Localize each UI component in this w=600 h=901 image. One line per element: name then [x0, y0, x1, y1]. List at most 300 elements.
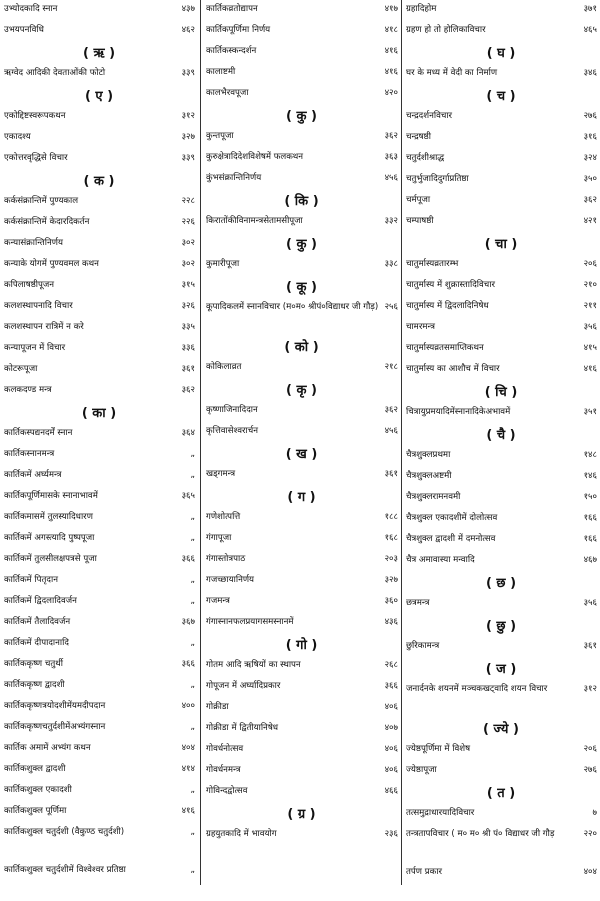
- entry-page-number: „: [190, 575, 195, 585]
- index-entry: [404, 511, 598, 532]
- entry-page-number: ३२४: [583, 153, 597, 163]
- entry-title: कलशस्थापन रात्रिमें न करे: [4, 322, 84, 332]
- index-entry: [204, 44, 399, 65]
- index-entry: [404, 109, 598, 130]
- entry-page-number: ३६४: [181, 428, 195, 438]
- entry-title: चन्द्रदर्शनविचार: [406, 111, 453, 121]
- index-entry: [2, 531, 196, 552]
- column-divider: [401, 0, 402, 885]
- entry-page-number: ४१८: [384, 25, 398, 35]
- entry-title: कोकिलाव्रत: [206, 362, 242, 372]
- entry-page-number: २६८: [384, 660, 398, 670]
- entry-title: कार्तिकशुक्ल चतुर्दशी (वैकुण्ठ चतुर्दशी): [4, 827, 125, 837]
- entry-page-number: ४०६: [384, 744, 398, 754]
- entry-title: कृष्णाजिनादिदान: [206, 405, 258, 415]
- index-entry: [2, 678, 196, 699]
- section-heading: ( चि ): [484, 385, 518, 400]
- index-entry: [204, 129, 399, 150]
- entry-page-number: „: [190, 449, 195, 459]
- index-entry: [204, 510, 399, 531]
- entry-page-number: ४०६: [384, 702, 398, 712]
- entry-page-number: ३२७: [181, 132, 195, 142]
- entry-page-number: ४०४: [181, 743, 195, 753]
- entry-page-number: ४६६: [384, 786, 398, 796]
- index-entry: [404, 320, 598, 341]
- index-entry: [204, 171, 399, 192]
- index-entry: [404, 742, 598, 763]
- entry-page-number: ३५६: [583, 598, 597, 608]
- index-entry: [204, 573, 399, 594]
- index-entry: [2, 573, 196, 594]
- entry-title: तत्समुद्राधारयादिविचार: [406, 808, 475, 818]
- entry-page-number: ३२७: [384, 575, 398, 585]
- entry-page-number: १६६: [583, 513, 597, 523]
- entry-page-number: ३६६: [384, 681, 398, 691]
- index-entry: [2, 699, 196, 720]
- index-entry: [404, 193, 598, 214]
- section-heading: ( ग ): [287, 490, 316, 505]
- section-heading: ( त ): [486, 786, 516, 801]
- entry-title: कालभैरवपूजा: [206, 88, 249, 98]
- entry-title: कलकदण्ड मन्त्र: [4, 385, 52, 395]
- entry-title: चम्पाषष्ठी: [406, 216, 434, 226]
- entry-title: गोक्रीडा: [206, 702, 229, 712]
- entry-title: कार्तिकशुक्ल एकादशी: [4, 785, 72, 795]
- entry-title: कार्तिकव्रतोद्यापन: [206, 4, 258, 14]
- entry-title: कार्तिककृष्ण चतुर्थी: [4, 659, 63, 669]
- entry-title: कार्तिकमें अर्घ्यमन्त्र: [4, 470, 62, 480]
- entry-page-number: ३६२: [583, 195, 597, 205]
- index-entry: [204, 615, 399, 636]
- section-heading: ( ज्ये ): [483, 722, 519, 737]
- index-entry: [2, 594, 196, 615]
- entry-title: कार्तिकमें द्विदलादिवर्जन: [4, 596, 77, 606]
- entry-page-number: ४२०: [384, 88, 398, 98]
- entry-title: जनार्दनके शयनमें मञ्चकखट्वादि शयन विचार: [406, 684, 548, 694]
- entry-page-number: ३३९: [181, 68, 195, 78]
- entry-title: कुरुक्षेत्रादिदेशविशेषमें फलकथन: [206, 152, 304, 162]
- entry-title: कुन्तपूजा: [206, 131, 234, 141]
- entry-title: ग्रहण हो तो होलिकाविचार: [406, 25, 486, 35]
- index-entry: [2, 2, 196, 23]
- entry-title: चैत्र अमावास्या मन्वादि: [406, 555, 475, 565]
- entry-page-number: १४८: [583, 450, 597, 460]
- entry-page-number: २२८: [181, 196, 195, 206]
- entry-title: ज्येष्ठापूजा: [406, 765, 437, 775]
- entry-title: कार्तिकमासमें तुलस्यादिधारण: [4, 512, 93, 522]
- index-entry: [204, 86, 399, 107]
- entry-title: कपिलाषष्ठीपूजन: [4, 280, 55, 290]
- entry-title: गोविन्दद्वोत्सव: [206, 786, 248, 796]
- index-entry: [404, 130, 598, 151]
- entry-title: तर्पण प्रकार: [406, 867, 442, 877]
- entry-title: कार्तिकपूर्णिमासके स्नानाभावमें: [4, 491, 98, 501]
- index-entry: [2, 362, 196, 383]
- entry-title: खड्गमन्त्र: [206, 469, 236, 479]
- entry-page-number: २३६: [384, 829, 398, 839]
- entry-page-number: ४६७: [583, 555, 597, 565]
- section-heading: ( क ): [83, 174, 115, 189]
- entry-title: गोवर्धनमन्त्र: [206, 765, 241, 775]
- index-entry: [204, 403, 399, 424]
- entry-title: एकोत्तरवृद्धिसे विचार: [4, 153, 68, 163]
- entry-page-number: „: [190, 596, 195, 606]
- entry-page-number: ४१५: [583, 343, 597, 353]
- entry-title: कुंभसंक्रान्तिनिर्णय: [206, 173, 262, 183]
- index-entry: [2, 383, 196, 404]
- entry-title: ग्रहयुतकादि में भावयोग: [206, 829, 277, 839]
- entry-title: गोवर्धनोत्सव: [206, 744, 244, 754]
- entry-title: गजमन्त्र: [206, 596, 230, 606]
- entry-title: कार्तिकस्पद्यनदर्में स्नान: [4, 428, 73, 438]
- section-heading: ( कि ): [284, 194, 319, 209]
- entry-page-number: ३१२: [583, 684, 597, 694]
- entry-title: चातुर्मास्य में द्विदलादिनिषेध: [406, 301, 489, 311]
- index-entry: [404, 806, 598, 827]
- column-divider: [200, 0, 201, 885]
- entry-page-number: ३३६: [181, 343, 195, 353]
- section-heading: ( कु ): [286, 109, 317, 124]
- entry-title: कूपादिकलमें स्नानविचार (म०म० श्रीपं०विद्याधर जी गौड़): [206, 302, 379, 312]
- index-entry: [2, 299, 196, 320]
- entry-page-number: „: [190, 722, 195, 732]
- index-entry: [204, 214, 399, 235]
- entry-title: चैत्रशुक्ल एकादशीमें दोलोत्सव: [406, 513, 498, 523]
- index-entry: [2, 863, 196, 901]
- entry-page-number: „: [190, 865, 195, 875]
- entry-page-number: ४१६: [583, 364, 597, 374]
- entry-title: चातुर्मास्य में शुक्रास्तादिविचार: [406, 280, 496, 290]
- entry-page-number: „: [190, 638, 195, 648]
- index-entry: [204, 531, 399, 552]
- entry-title: चातुर्मास्यव्रतारम्भ: [406, 259, 459, 269]
- entry-title: घर के मध्य में वेदी का निर्माण: [406, 68, 498, 78]
- entry-title: गोतम आदि ऋषियों का स्थापन: [206, 660, 301, 670]
- entry-title: चातुर्मास्यव्रतसमाप्तिकथन: [406, 343, 484, 353]
- entry-title: कोटरूपूजा: [4, 364, 38, 374]
- entry-title: कार्तिकपूर्णिमा निर्णय: [206, 25, 271, 35]
- index-entry: [404, 639, 598, 660]
- index-entry: [404, 341, 598, 362]
- index-entry: [204, 784, 399, 805]
- index-column-3: [404, 2, 598, 885]
- entry-title: ज्येष्ठपूर्णिमा में विशेष: [406, 744, 471, 754]
- entry-page-number: २२६: [181, 217, 195, 227]
- entry-title: चतुर्दशीश्राद्ध: [406, 153, 445, 163]
- index-entry: [404, 532, 598, 553]
- index-entry: [204, 679, 399, 700]
- index-entry: [404, 469, 598, 490]
- section-heading: ( छ ): [485, 576, 517, 591]
- entry-title: कार्तिकमें दीपादानादि: [4, 638, 69, 648]
- entry-page-number: ३०२: [181, 238, 195, 248]
- entry-title: गंगास्नानफलप्रयागसमस्नानमें: [206, 617, 294, 627]
- index-entry: [404, 151, 598, 172]
- entry-page-number: ४३६: [384, 617, 398, 627]
- entry-title: कार्तिकमें अगस्त्यादि पुष्पपूजा: [4, 533, 95, 543]
- entry-title: कन्यापूजन में विचार: [4, 343, 66, 353]
- section-heading: ( चै ): [486, 428, 516, 443]
- entry-title: कर्कसंक्रान्तिमें केदारदिकर्तन: [4, 217, 90, 227]
- index-entry: [404, 865, 598, 886]
- index-entry: [204, 700, 399, 721]
- index-entry: [404, 362, 598, 383]
- section-heading: ( ए ): [84, 89, 114, 104]
- index-entry: [404, 66, 598, 87]
- entry-title: कार्तिकमें तैलादिवर्जन: [4, 617, 71, 627]
- entry-page-number: ४०४: [583, 867, 597, 877]
- entry-title: कलशस्थापनादि विचार: [4, 301, 73, 311]
- section-heading: ( चा ): [484, 237, 518, 252]
- entry-page-number: ४६२: [181, 25, 195, 35]
- entry-page-number: १६६: [583, 534, 597, 544]
- entry-title: चैत्रशुक्ल द्वादशी में दमनोत्सव: [406, 534, 496, 544]
- entry-title: कार्तिककृष्णचतुर्दशीमेंअभ्यंगस्नान: [4, 722, 106, 732]
- entry-title: चैत्रशुक्लप्रथमा: [406, 450, 451, 460]
- index-entry: [2, 447, 196, 468]
- entry-page-number: १८८: [384, 512, 398, 522]
- entry-page-number: ४१६: [384, 67, 398, 77]
- section-heading: ( घ ): [486, 46, 516, 61]
- entry-page-number: ३४६: [583, 68, 597, 78]
- entry-title: एकादश्य: [4, 132, 31, 142]
- entry-page-number: ४१४: [181, 764, 195, 774]
- index-entry: [2, 66, 196, 87]
- entry-page-number: ३५६: [583, 322, 597, 332]
- entry-page-number: ३१२: [181, 111, 195, 121]
- entry-title: गजच्छायानिर्णय: [206, 575, 255, 585]
- entry-title: छत्रमन्त्र: [406, 598, 430, 608]
- section-heading: ( ग्र ): [287, 807, 316, 822]
- entry-page-number: ४१६: [181, 806, 195, 816]
- index-entry: [2, 278, 196, 299]
- entry-page-number: ३६३: [384, 152, 398, 162]
- entry-page-number: ३५१: [583, 407, 597, 417]
- entry-title: गोपूजन में अर्घ्यादिप्रकार: [206, 681, 281, 691]
- entry-title: चन्द्रषष्ठी: [406, 132, 431, 142]
- index-entry: [404, 553, 598, 574]
- entry-page-number: ४१६: [384, 46, 398, 56]
- entry-page-number: ३६६: [181, 659, 195, 669]
- entry-page-number: ४०७: [384, 723, 398, 733]
- index-entry: [2, 215, 196, 236]
- entry-page-number: ४५६: [384, 173, 398, 183]
- entry-page-number: ३६६: [181, 554, 195, 564]
- index-entry: [2, 194, 196, 215]
- entry-page-number: ७: [592, 808, 597, 818]
- entry-title: कन्याके योगमें पुण्यवमल कथन: [4, 259, 99, 269]
- index-entry: [2, 489, 196, 510]
- index-entry: [204, 23, 399, 44]
- entry-page-number: २११: [583, 301, 597, 311]
- entry-title: कार्तिकस्कन्दर्शन: [206, 46, 257, 56]
- index-entry: [404, 763, 598, 784]
- index-entry: [2, 130, 196, 151]
- entry-page-number: ३६१: [181, 364, 195, 374]
- entry-title: कृत्तिवासेश्वरार्चन: [206, 426, 258, 436]
- entry-page-number: „: [190, 785, 195, 795]
- index-entry: [2, 804, 196, 825]
- entry-page-number: ३६१: [583, 641, 597, 651]
- index-entry: [204, 150, 399, 171]
- entry-page-number: „: [190, 680, 195, 690]
- section-heading: ( कू ): [286, 280, 317, 295]
- entry-title: उभ्योदकादि स्नान: [4, 4, 58, 14]
- entry-title: गणेशोत्पत्ति: [206, 512, 241, 522]
- section-heading: ( ज ): [485, 662, 517, 677]
- index-entry: [204, 424, 399, 445]
- index-entry: [404, 490, 598, 511]
- entry-page-number: ३३२: [384, 216, 398, 226]
- index-entry: [204, 467, 399, 488]
- section-heading: ( ऋ ): [82, 46, 116, 61]
- entry-title: उभयपनविधि: [4, 25, 44, 35]
- entry-page-number: ४६५: [583, 25, 597, 35]
- index-entry: [2, 257, 196, 278]
- entry-title: तन्त्रतापविचार ( म० म० श्री पं० विद्याधर जी गौड़: [406, 829, 555, 839]
- entry-title: कार्तिकशुक्ल द्वादशी: [4, 764, 66, 774]
- entry-page-number: १४६: [583, 471, 597, 481]
- entry-page-number: ३६२: [384, 131, 398, 141]
- index-entry: [2, 825, 196, 863]
- entry-page-number: ३१५: [181, 280, 195, 290]
- entry-title: कार्तिककृष्णत्रयोदशीमेंयमदीपदान: [4, 701, 106, 711]
- entry-page-number: ४५६: [384, 426, 398, 436]
- entry-page-number: २०६: [583, 744, 597, 754]
- entry-title: गोक्रीडा में द्वितीयानिषेध: [206, 723, 279, 733]
- entry-title: कार्तिकस्नानमन्त्र: [4, 449, 55, 459]
- index-entry: [204, 552, 399, 573]
- index-entry: [2, 426, 196, 447]
- index-entry: [2, 657, 196, 678]
- entry-title: चातुर्मास्य का आशौच में विचार: [406, 364, 500, 374]
- entry-title: कार्तिकमें पितृदान: [4, 575, 58, 585]
- index-entry: [2, 23, 196, 44]
- index-entry: [204, 594, 399, 615]
- index-entry: [204, 257, 399, 278]
- entry-title: चैत्रशुक्लअष्टमी: [406, 471, 452, 481]
- entry-page-number: ३६२: [384, 405, 398, 415]
- index-entry: [2, 636, 196, 657]
- entry-page-number: „: [190, 533, 195, 543]
- index-entry: [2, 341, 196, 362]
- entry-page-number: ४२१: [583, 216, 597, 226]
- entry-title: गंगास्तोत्रपाठ: [206, 554, 246, 564]
- entry-title: चित्रायुप्रमयादिमेंस्नानादिकेअभावमें: [406, 407, 511, 417]
- entry-page-number: १५०: [583, 492, 597, 502]
- entry-page-number: ३३५: [181, 322, 195, 332]
- index-entry: [404, 23, 598, 44]
- entry-page-number: ३१६: [583, 132, 597, 142]
- index-entry: [2, 109, 196, 130]
- entry-title: चर्मपूजा: [406, 195, 431, 205]
- index-entry: [404, 827, 598, 865]
- index-column-1: [2, 2, 196, 885]
- index-entry: [2, 236, 196, 257]
- index-entry: [404, 278, 598, 299]
- index-entry: [204, 721, 399, 742]
- entry-page-number: २२०: [583, 829, 597, 839]
- entry-title: कार्तिककृष्ण द्वादशी: [4, 680, 65, 690]
- index-entry: [2, 320, 196, 341]
- entry-page-number: २०३: [384, 554, 398, 564]
- index-entry: [204, 2, 399, 23]
- entry-page-number: ३६०: [384, 596, 398, 606]
- section-heading: ( कु ): [286, 237, 317, 252]
- entry-page-number: ३५०: [583, 174, 597, 184]
- entry-page-number: ४०६: [384, 765, 398, 775]
- index-entry: [204, 742, 399, 763]
- entry-page-number: ४३७: [181, 4, 195, 14]
- entry-page-number: ४००: [181, 701, 195, 711]
- entry-title: कर्कसंक्रान्तिमें पुण्यकाल: [4, 196, 79, 206]
- entry-page-number: १६८: [384, 533, 398, 543]
- index-entry: [2, 151, 196, 172]
- entry-title: एकोद्दिष्टस्वरूपकथन: [4, 111, 66, 121]
- entry-title: कार्तिकशुक्ल चतुर्दशीमें विश्वेश्वर प्रतिष्ठा: [4, 865, 126, 875]
- entry-page-number: २१८: [384, 362, 398, 372]
- entry-page-number: ३६१: [384, 469, 398, 479]
- index-entry: [404, 682, 598, 720]
- index-entry: [2, 762, 196, 783]
- index-entry: [204, 763, 399, 784]
- index-entry: [404, 405, 598, 426]
- entry-title: कार्तिकशुक्ल पूर्णिमा: [4, 806, 67, 816]
- index-entry: [404, 299, 598, 320]
- entry-page-number: २५६: [384, 302, 398, 312]
- entry-title: गंगापूजा: [206, 533, 232, 543]
- index-entry: [2, 510, 196, 531]
- entry-title: कार्तिक अमामें अभ्यंग कथन: [4, 743, 91, 753]
- entry-page-number: „: [190, 512, 195, 522]
- index-entry: [2, 468, 196, 489]
- entry-page-number: ३६५: [181, 491, 195, 501]
- index-entry: [404, 2, 598, 23]
- index-entry: [204, 658, 399, 679]
- index-entry: [204, 65, 399, 86]
- entry-page-number: ३७१: [583, 4, 597, 14]
- entry-page-number: ३३९: [181, 153, 195, 163]
- entry-title: कन्यासंक्रान्तिनिर्णय: [4, 238, 63, 248]
- entry-title: चैत्रशुक्लरामनवमी: [406, 492, 461, 502]
- index-entry: [2, 615, 196, 636]
- entry-page-number: २१०: [583, 280, 597, 290]
- entry-title: किरातोंकीविनामन्त्रसेतामसीपूजा: [206, 216, 303, 226]
- index-entry: [204, 300, 399, 338]
- entry-title: चामरमन्त्र: [406, 322, 436, 332]
- entry-title: कुमारीपूजा: [206, 259, 240, 269]
- entry-title: कार्तिकमें तुलसीलक्षपत्रसे पूजा: [4, 554, 97, 564]
- index-entry: [204, 827, 399, 848]
- index-entry: [404, 596, 598, 617]
- index-entry: [404, 214, 598, 235]
- section-heading: ( गो ): [285, 638, 318, 653]
- entry-page-number: „: [190, 827, 195, 837]
- section-heading: ( ख ): [285, 447, 318, 462]
- entry-page-number: २७६: [583, 111, 597, 121]
- entry-page-number: ३३८: [384, 259, 398, 269]
- section-heading: ( को ): [284, 340, 319, 355]
- index-entry: [2, 783, 196, 804]
- index-entry: [2, 720, 196, 741]
- section-heading: ( छु ): [485, 619, 517, 634]
- index-entry: [204, 360, 399, 381]
- entry-title: ऋग्वेद आदिकी देवताओंकी फोटो: [4, 68, 106, 78]
- index-entry: [404, 257, 598, 278]
- entry-page-number: ३०२: [181, 259, 195, 269]
- index-entry: [404, 448, 598, 469]
- section-heading: ( च ): [486, 89, 516, 104]
